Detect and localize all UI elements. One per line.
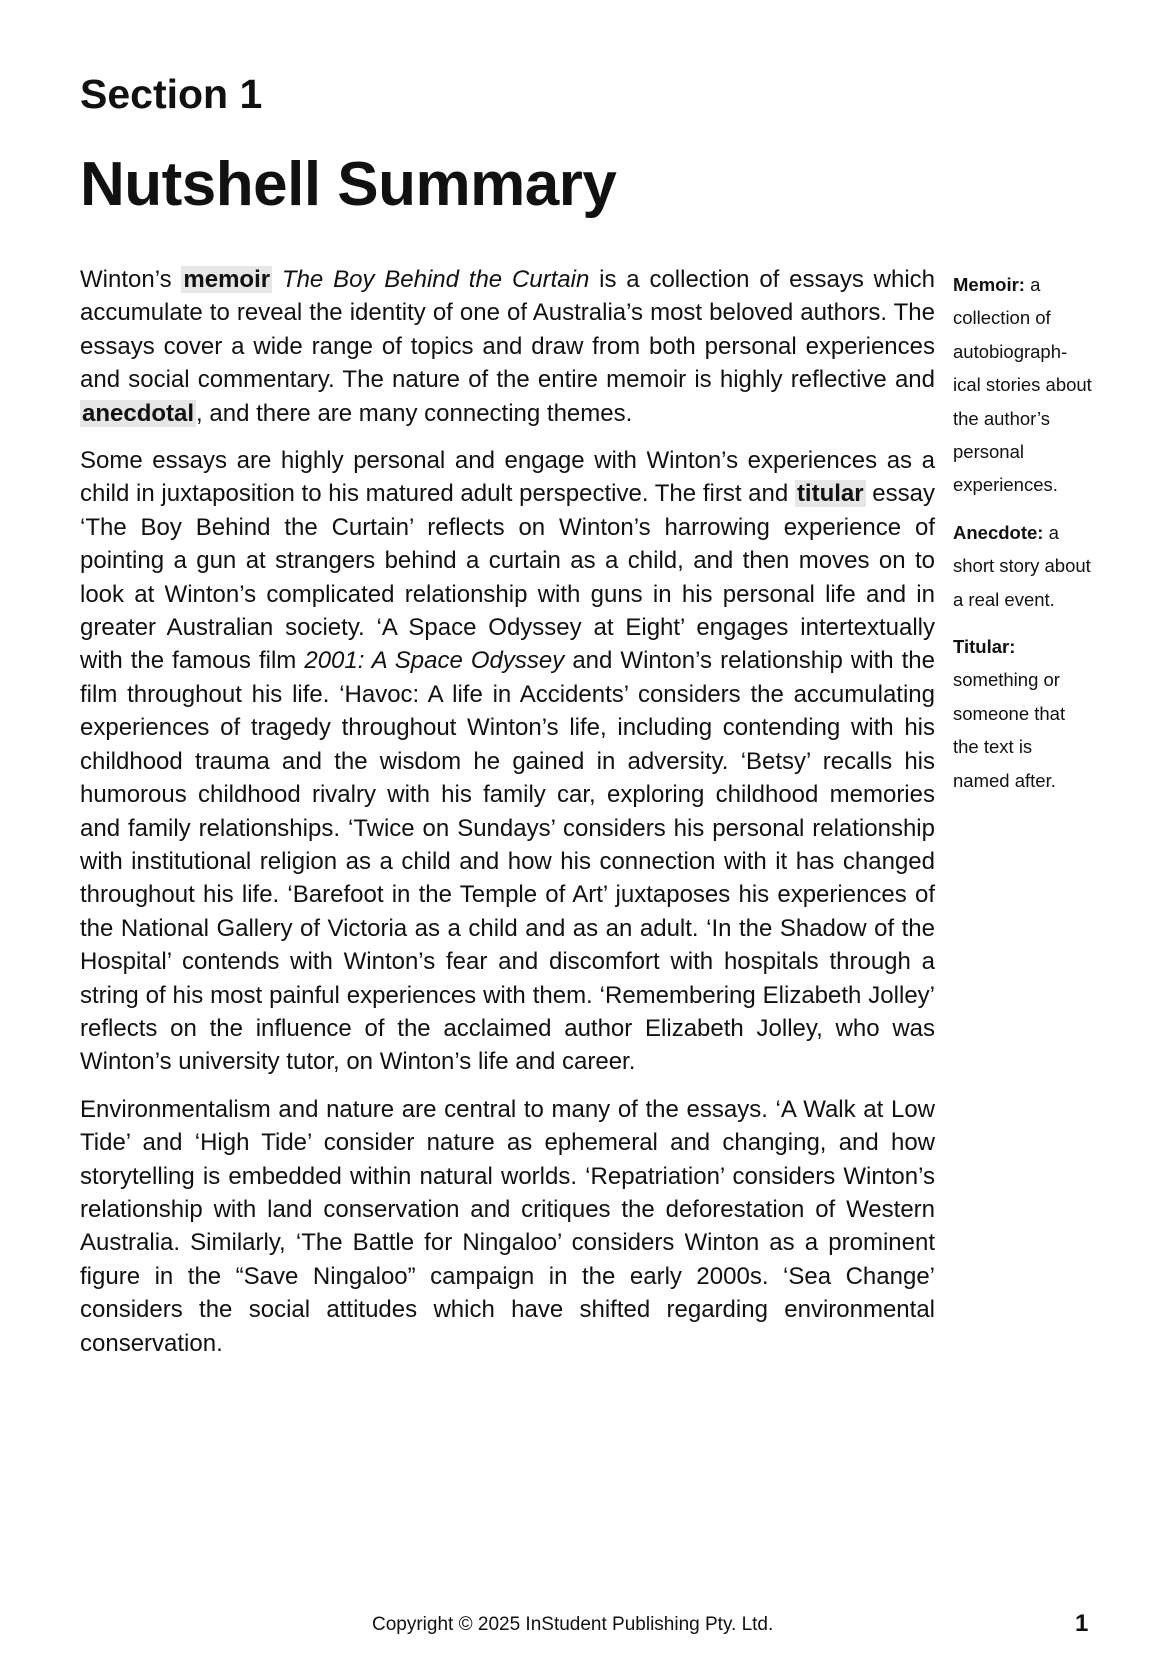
definition-text: a collection of autobiograph-ical stories about the author’s personal experiences. bbox=[953, 274, 1092, 496]
keyword-titular: titular bbox=[796, 480, 864, 508]
definition-titular bbox=[953, 630, 1093, 797]
paragraph-environment bbox=[80, 1093, 935, 1360]
paragraph-personal-essays bbox=[80, 444, 935, 1079]
film-title: 2001: A Space Odyssey bbox=[304, 647, 565, 675]
text-run: essay ‘The Boy Behind the Curtain’ reflects on Winton’s harrowing experience of pointing a gun at strangers behind a curtain as a child, and then moves on to look at Winton’s complicated relationship with guns in his personal life and in greater Australian society. ‘A Space Odyssey at Eight’ engages intertextually with the famous film bbox=[80, 480, 936, 675]
definition-memoir bbox=[953, 268, 1093, 502]
definition-text: a short story about a real event. bbox=[953, 521, 1091, 610]
keyword-memoir: memoir bbox=[183, 266, 271, 293]
text-run: Environmentalism and nature are central to many of the essays. ‘A Walk at Low Tide’ and ‘High Tide’ consider nature as ephemeral and changing, and how storytelling is embedded within natural worlds. ‘Repatriation’ considers Winton’s relationship with land conservation and critiques the deforestation of Western Australia. Similarly, ‘The Battle for Ningaloo’ considers Winton as a prominent figure in the “Save Ningaloo” campaign in the early 2000s. ‘Sea Change’ considers the social attitudes which have shifted regarding environmental conservation. bbox=[80, 1095, 935, 1357]
paragraph-intro bbox=[80, 263, 935, 430]
definition-anecdote bbox=[953, 516, 1093, 616]
page-title: Nutshell Summary bbox=[80, 150, 617, 219]
text-run bbox=[272, 266, 282, 293]
definition-term: Titular: bbox=[953, 636, 1016, 658]
definition-text: something or someone that the text is named after. bbox=[953, 669, 1066, 791]
glossary-sidebar bbox=[953, 268, 1093, 811]
definition-term: Anecdote: bbox=[953, 521, 1044, 543]
text-run: Winton’s bbox=[80, 266, 182, 293]
text-run: and Winton’s relationship with the film throughout his life. ‘Havoc: A life in Accidents’ considers the accumulating experiences of tragedy throughout Winton’s life, including contending with his childhood trauma and the wisdom he gained in adversity. ‘Betsy’ recalls his humorous childhood rivalry with his family car, exploring childhood memories and family relationships. ‘Twice on Sundays’ considers his personal relationship with institutional religion as a child and how his connection with it has changed throughout his life. ‘Barefoot in the Temple of Art’ juxtaposes his experiences of the National Gallery of Victoria as a child and as an adult. ‘In the Shadow of the Hospital’ contends with Winton’s fear and discomfort with hospitals through a string of his most painful experiences with them. ‘Remembering Elizabeth Jolley’ reflects on the influence of the acclaimed author Elizabeth Jolley, who was Winton’s university tutor, on Winton’s life and career. bbox=[80, 647, 936, 1076]
keyword-anecdotal: anecdotal bbox=[82, 399, 195, 427]
page-number: 1 bbox=[1075, 1610, 1089, 1637]
text-run: Some essays are highly personal and engage with Winton’s experiences as a child in juxtaposition to his matured adult perspective. The first and bbox=[80, 447, 935, 508]
definition-term: Memoir: bbox=[953, 274, 1025, 295]
main-text bbox=[80, 263, 935, 1374]
section-label: Section 1 bbox=[80, 71, 263, 117]
text-run: , and there are many connecting themes. bbox=[196, 399, 633, 427]
text-run: is a collection of essays which accumulate to reveal the identity of one of Australia’s most beloved authors. The essays cover a wide range of topics and draw from both personal experiences and social commentary. The nature of the entire memoir is highly reflective and bbox=[80, 266, 936, 394]
footer-copyright: Copyright © 2025 InStudent Publishing Pty. Ltd. bbox=[372, 1614, 774, 1635]
book-title: The Boy Behind the Curtain bbox=[281, 266, 590, 293]
